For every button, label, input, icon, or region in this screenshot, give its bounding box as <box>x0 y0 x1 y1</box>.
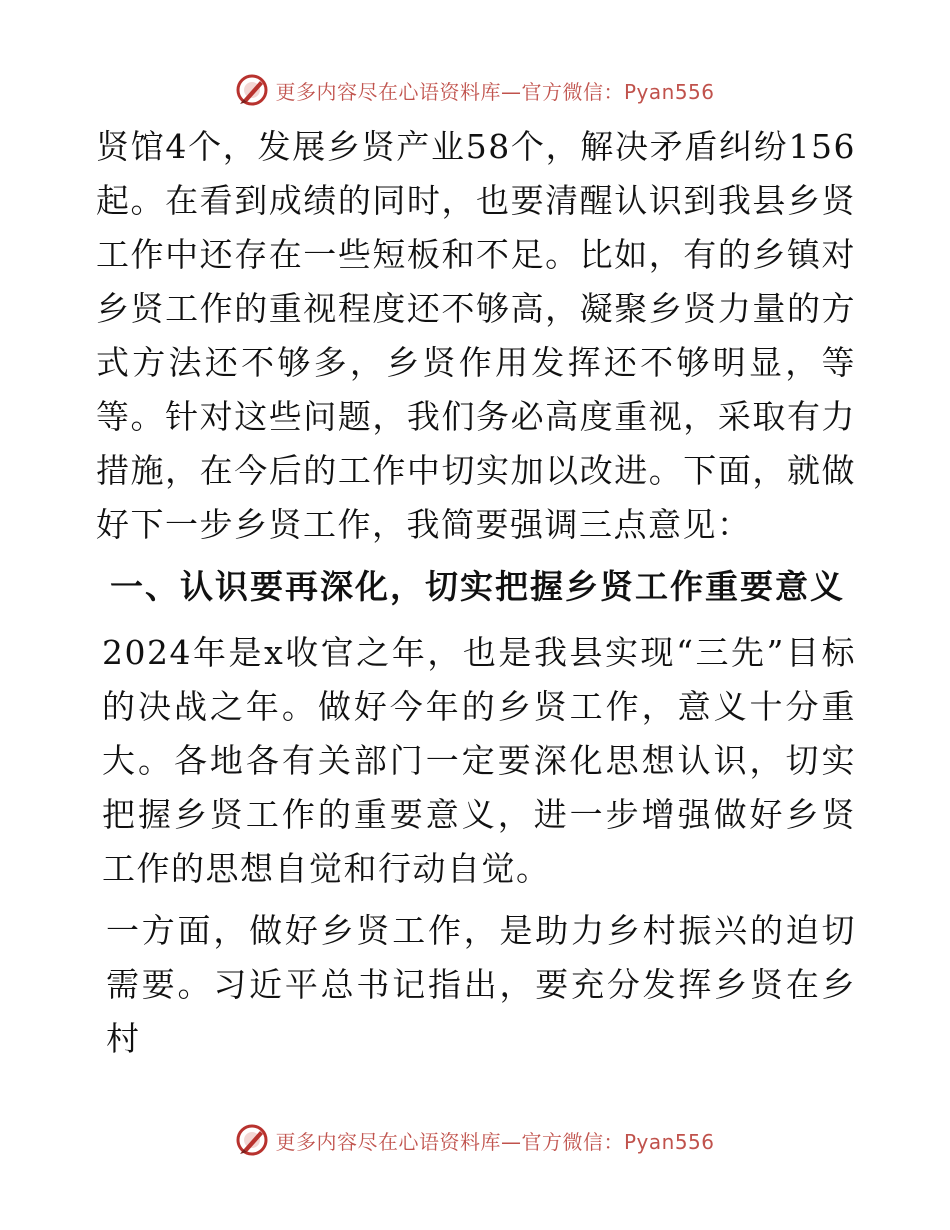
body-paragraph-2: 2024年是x收官之年，也是我县实现“三先”目标的决战之年。做好今年的乡贤工作，意义十分重大。各地各有关部门一定要深化思想认识，切实把握乡贤工作的重要意义，进一步增强做好乡贤工作的思想自觉和行动自觉。 <box>102 633 856 888</box>
body-paragraph-3: 一方面，做好乡贤工作，是助力乡村振兴的迫切需要。习近平总书记指出，要充分发挥乡贤在乡村 <box>106 911 856 1058</box>
section-heading-1: 一、认识要再深化，切实把握乡贤工作重要意义 <box>110 567 845 606</box>
wechat-id: Pyan556 <box>623 1129 715 1154</box>
brand-logo-icon <box>235 73 269 107</box>
brand-logo-icon <box>235 1123 269 1157</box>
body-paragraph-1: 贤馆4个，发展乡贤产业58个，解决矛盾纠纷156起。在看到成绩的同时，也要清醒认识到我县乡贤工作中还存在一些短板和不足。比如，有的乡镇对乡贤工作的重视程度还不够高，凝聚乡贤力量的方式方法还不够多，乡贤作用发挥还不够明显，等等。针对这些问题，我们务必高度重视，采取有力措施，在今后的工作中切实加以改进。下面，就做好下一步乡贤工作，我简要强调三点意见： <box>96 127 856 544</box>
document-body <box>96 120 856 1066</box>
watermark-text: 更多内容尽在心语资料库—官方微信：Pyan556 <box>275 79 715 104</box>
wechat-id: Pyan556 <box>623 79 715 104</box>
footer-watermark <box>0 1120 950 1160</box>
header-watermark <box>0 70 950 110</box>
watermark-text: 更多内容尽在心语资料库—官方微信：Pyan556 <box>275 1129 715 1154</box>
